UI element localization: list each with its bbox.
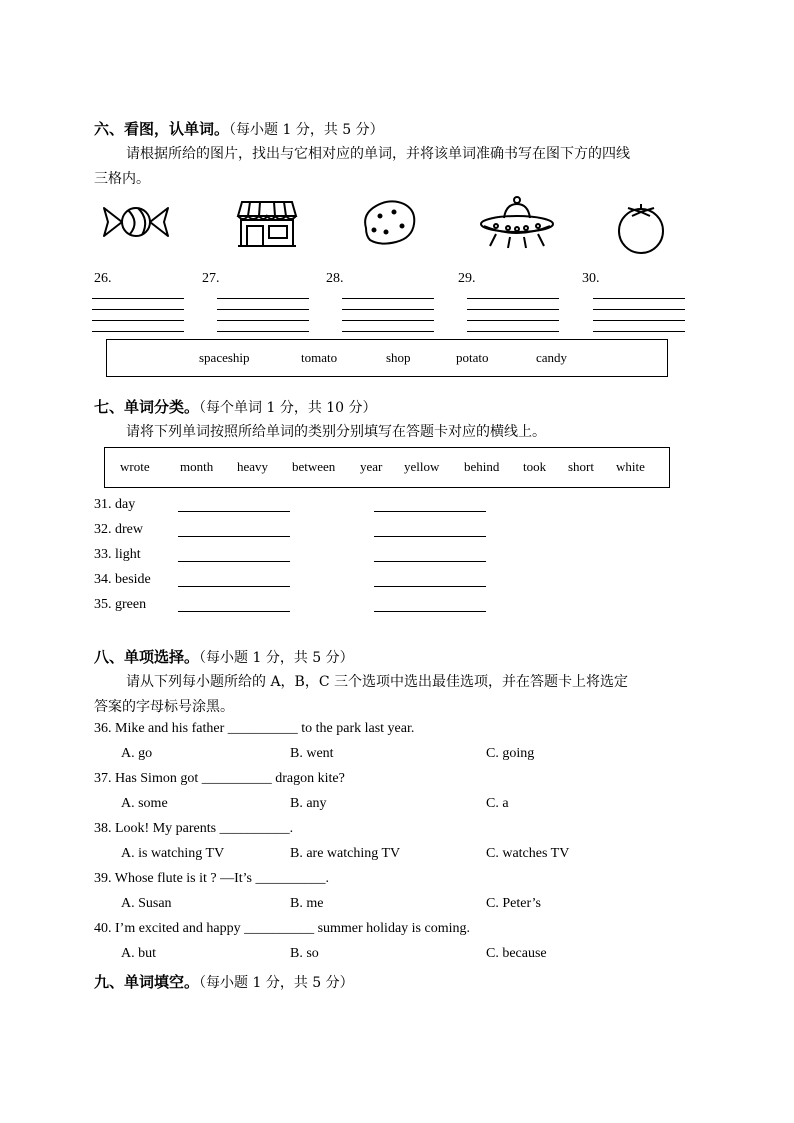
question-36-option-c[interactable]: C. going xyxy=(486,746,535,761)
section8-instruction-1: 请从下列每小题所给的 A，B，C 三个选项中选出最佳选项，并在答题卡上将选定 xyxy=(126,674,629,690)
answer-blank[interactable] xyxy=(374,511,486,512)
classification-item-32: 32. drew xyxy=(94,522,143,537)
question-38-option-a[interactable]: A. is watching TV xyxy=(121,846,225,861)
question-37-option-b[interactable]: B. any xyxy=(290,796,327,811)
question-36-stem: 36. Mike and his father __________ to the park last year. xyxy=(94,721,415,736)
section7-instruction: 请将下列单词按照所给单词的类别分别填写在答题卡对应的横线上。 xyxy=(126,424,546,440)
question-39-option-c[interactable]: C. Peter’s xyxy=(486,896,541,911)
word-bank-item: spaceship xyxy=(199,350,250,365)
question-36-option-a[interactable]: A. go xyxy=(121,746,153,761)
question-39-option-a[interactable]: A. Susan xyxy=(121,896,172,911)
answer-blank[interactable] xyxy=(374,586,486,587)
question-40-stem: 40. I’m excited and happy __________ summer holiday is coming. xyxy=(94,921,470,936)
question-39-option-b[interactable]: B. me xyxy=(290,896,324,911)
question-40-option-b[interactable]: B. so xyxy=(290,946,319,961)
section7-note: （每个单词 1 分，共 10 分） xyxy=(199,400,377,416)
answer-blank[interactable] xyxy=(178,511,290,512)
section9-note: （每小题 1 分，共 5 分） xyxy=(199,975,354,991)
spaceship-icon xyxy=(478,196,556,250)
classification-item-33: 33. light xyxy=(94,547,141,562)
tomato-icon xyxy=(614,200,668,254)
word-bank-item: candy xyxy=(536,350,568,365)
candy-icon xyxy=(100,200,172,246)
answer-blank[interactable] xyxy=(178,611,290,612)
answer-blank[interactable] xyxy=(374,536,486,537)
question-number-28: 28. xyxy=(326,271,344,286)
question-number-27: 27. xyxy=(202,271,220,286)
section6-title: 六、看图，认单词。 xyxy=(94,120,230,138)
question-39-stem: 39. Whose flute is it ? —It’s __________. xyxy=(94,871,329,886)
word-bank-item: shop xyxy=(386,350,411,365)
word-bank-item: potato xyxy=(456,350,489,365)
classification-item-31: 31. day xyxy=(94,497,136,512)
question-number-26: 26. xyxy=(94,271,112,286)
word-bank-item: behind xyxy=(464,459,500,474)
section9-heading xyxy=(94,971,354,992)
word-bank-item: month xyxy=(180,459,214,474)
word-bank-item: took xyxy=(523,459,547,474)
classification-item-34: 34. beside xyxy=(94,572,151,587)
question-40-option-c[interactable]: C. because xyxy=(486,946,547,961)
word-bank-item: tomato xyxy=(301,350,338,365)
question-38-option-b[interactable]: B. are watching TV xyxy=(290,846,401,861)
word-bank-item: between xyxy=(292,459,336,474)
potato-icon xyxy=(358,198,418,248)
question-37-option-c[interactable]: C. a xyxy=(486,796,509,811)
section8-instruction-2: 答案的字母标号涂黑。 xyxy=(94,699,234,715)
question-38-option-c[interactable]: C. watches TV xyxy=(486,846,570,861)
section7-title: 七、单词分类。 xyxy=(94,398,200,416)
section6-instruction-1: 请根据所给的图片，找出与它相对应的单词，并将该单词准确书写在图下方的四线 xyxy=(126,146,630,162)
question-40-option-a[interactable]: A. but xyxy=(121,946,156,961)
question-37-stem: 37. Has Simon got __________ dragon kite? xyxy=(94,771,345,786)
section7-heading xyxy=(94,396,377,417)
shop-icon xyxy=(236,200,298,248)
word-bank-item: short xyxy=(568,459,594,474)
question-number-29: 29. xyxy=(458,271,476,286)
section8-heading xyxy=(94,646,354,667)
question-36-option-b[interactable]: B. went xyxy=(290,746,334,761)
classification-item-35: 35. green xyxy=(94,597,147,612)
section9-title: 九、单词填空。 xyxy=(94,973,200,991)
section6-heading xyxy=(94,118,384,139)
answer-blank[interactable] xyxy=(374,611,486,612)
answer-blank[interactable] xyxy=(178,586,290,587)
section6-instruction-2: 三格内。 xyxy=(94,171,150,187)
section6-note: （每小题 1 分，共 5 分） xyxy=(229,122,384,138)
question-37-option-a[interactable]: A. some xyxy=(121,796,168,811)
answer-blank[interactable] xyxy=(178,561,290,562)
word-bank-item: white xyxy=(616,459,645,474)
word-bank-item: year xyxy=(360,459,383,474)
word-bank-item: heavy xyxy=(237,459,269,474)
answer-blank[interactable] xyxy=(374,561,486,562)
word-bank-item: wrote xyxy=(120,459,150,474)
answer-blank[interactable] xyxy=(178,536,290,537)
section8-note: （每小题 1 分，共 5 分） xyxy=(199,650,354,666)
section8-title: 八、单项选择。 xyxy=(94,648,200,666)
question-38-stem: 38. Look! My parents __________. xyxy=(94,821,294,836)
word-bank-item: yellow xyxy=(404,459,440,474)
question-number-30: 30. xyxy=(582,271,600,286)
